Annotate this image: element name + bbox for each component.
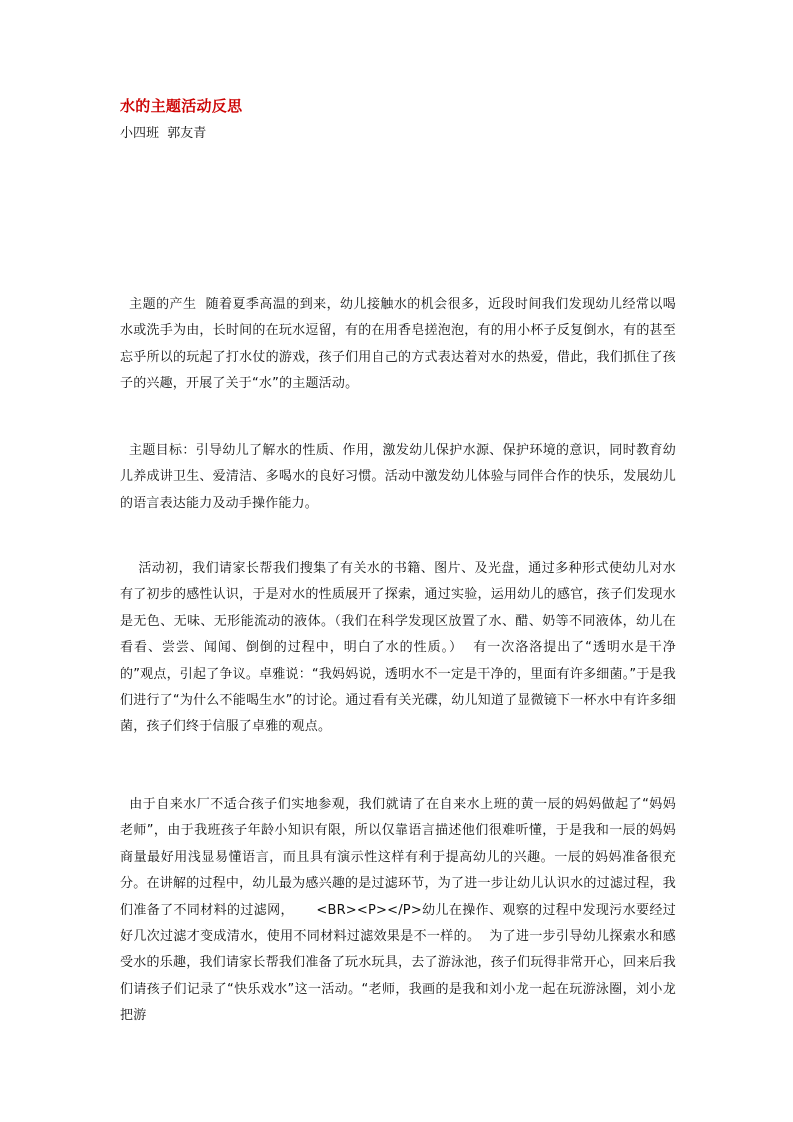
- paragraph-waterworks: 由于自来水厂不适合孩子们实地参观，我们就请了在自来水上班的黄一辰的妈妈做起了“妈妈老师”，由于我班孩子年龄小知识有限，所以仅靠语言描述他们很难听懂，于是我和一辰的妈妈商量最好用浅显易懂语言，而且具有演示性这样有利于提高幼儿的兴趣。一辰的妈妈准备很充分。在讲解的过程中，幼儿最为感兴趣的是过滤环节，为了进一步让幼儿认识水的过滤过程，我们准备了不同材料的过滤网， <BR><P></P>幼儿在操作、观察的过程中发现污水要经过好几次过滤才变成清水，使用不同材料过滤效果是不一样的。 为了进一步引导幼儿探索水和感受水的乐趣，我们请家长帮我们准备了玩水玩具，去了游泳池，孩子们玩得非常开心，回来后我们请孩子们记录了“快乐戏水”这一活动。“老师，我画的是我和刘小龙一起在玩游泳圈，刘小龙把游: [120, 797, 676, 1024]
- paragraph-theme-goals: 主题目标：引导幼儿了解水的性质、作用，激发幼儿保护水源、保护环境的意识，同时教育幼儿养成讲卫生、爱清洁、多喝水的良好习惯。活动中激发幼儿体验与同伴合作的快乐，发展幼儿的语言表达能力及动手操作能力。: [120, 443, 677, 511]
- document-subtitle: 小四班 郭友青: [120, 126, 207, 141]
- document-title: 水的主题活动反思: [120, 97, 243, 115]
- paragraph-activity-start: 活动初，我们请家长帮我们搜集了有关水的书籍、图片、及光盘，通过多种形式使幼儿对水有了初步的感性认识，于是对水的性质展开了探索，通过实验，运用幼儿的感官，孩子们发现水是无色、无味、无形能流动的液体。（我们在科学发现区放置了水、醋、奶等不同液体，幼儿在看看、尝尝、闻闻、倒倒的过程中，明白了水的性质。） 有一次洛洛提出了“透明水是干净的”观点，引起了争议。卓雅说：“我妈妈说，透明水不一定是干净的，里面有许多细菌。”于是我们进行了“为什么不能喝生水”的讨论。通过看有关光碟，幼儿知道了显微镜下一杯水中有许多细菌，孩子们终于信服了卓雅的观点。: [120, 561, 676, 735]
- paragraph-theme-origin: 主题的产生 随着夏季高温的到来，幼儿接触水的机会很多，近段时间我们发现幼儿经常以喝水或洗手为由，长时间的在玩水逗留，有的在用香皂搓泡泡，有的用小杯子反复倒水，有的甚至忘乎所以的玩起了打水仗的游戏，孩子们用自己的方式表达着对水的热爱，借此，我们抓住了孩子的兴趣，开展了关于“水”的主题活动。: [120, 297, 676, 392]
